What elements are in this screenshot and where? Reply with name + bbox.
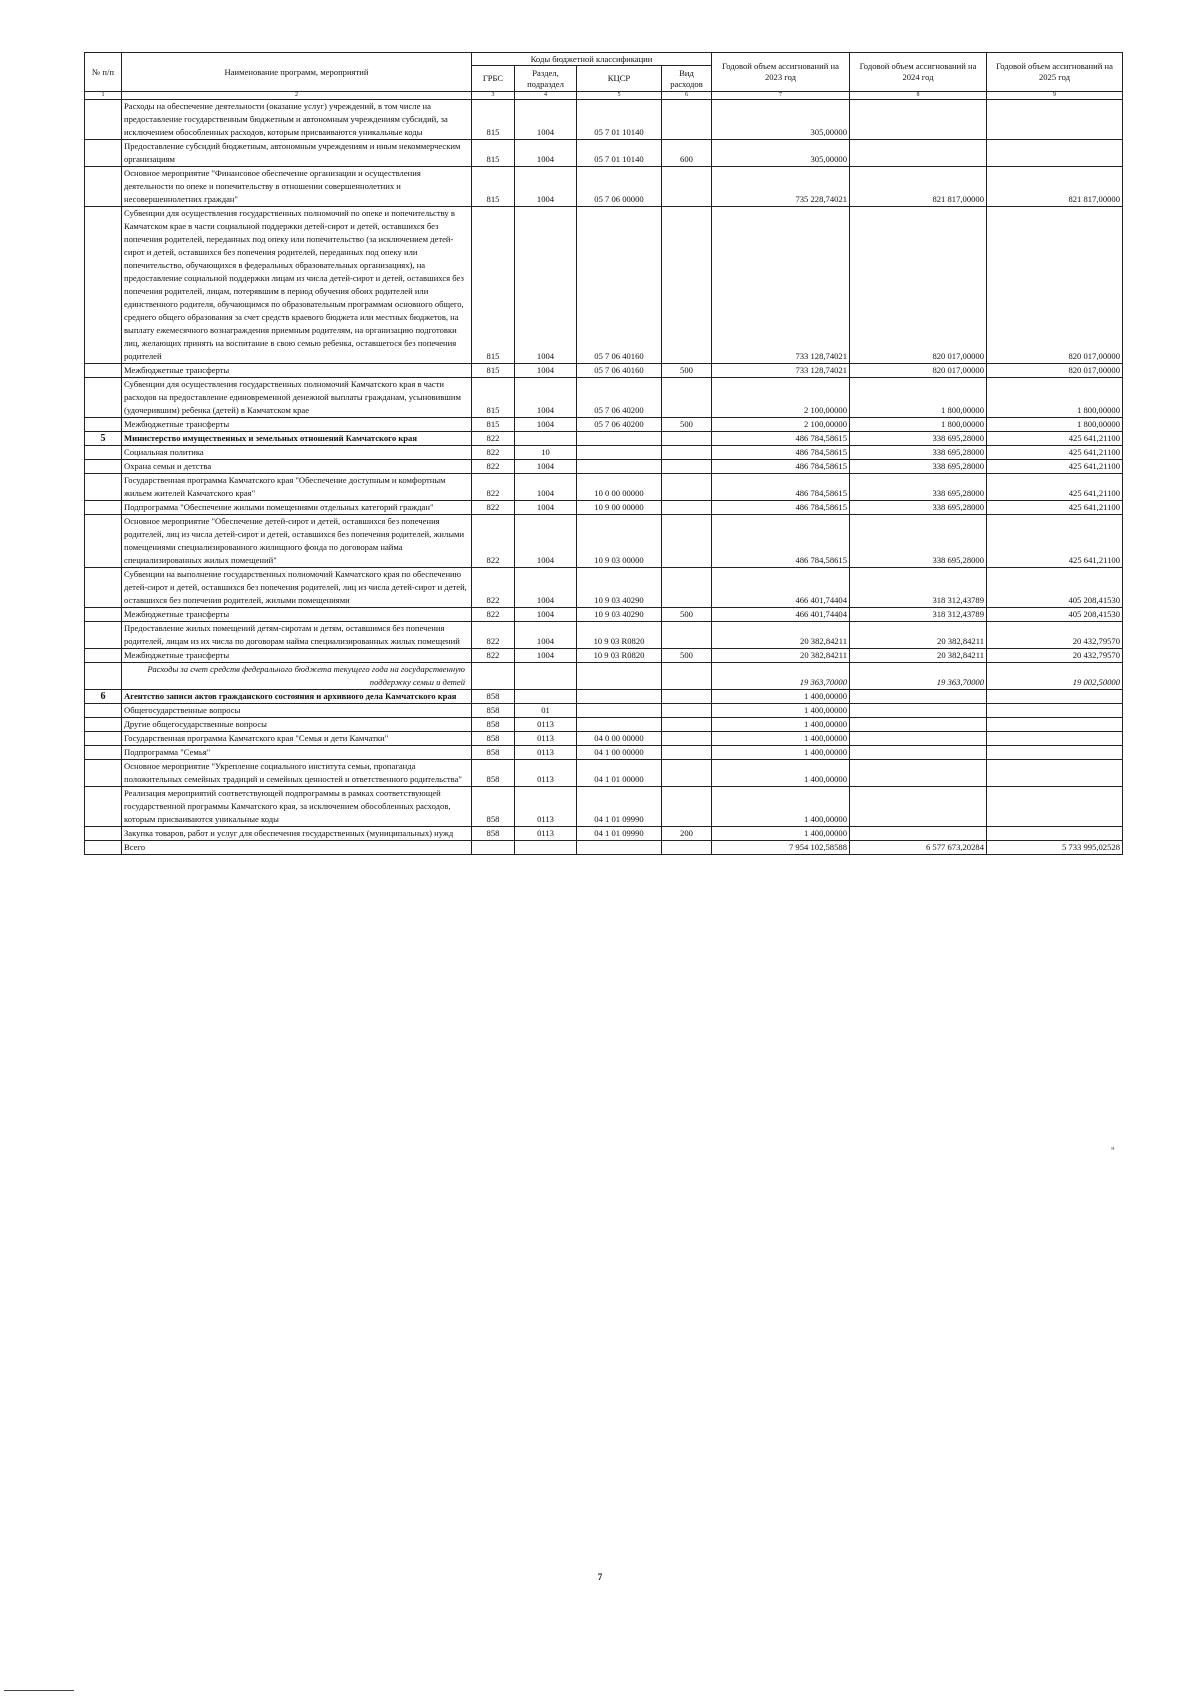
cell-v24 bbox=[850, 787, 987, 827]
cell-v24 bbox=[850, 140, 987, 167]
cell-v23: 305,00000 bbox=[712, 100, 850, 140]
cell-vid: 500 bbox=[662, 649, 712, 663]
col-number: 4 bbox=[515, 92, 577, 100]
cell-kcsr bbox=[577, 690, 662, 704]
header-col-v25: Годовой объем ассигнований на 2025 год bbox=[987, 53, 1123, 92]
cell-grbs: 822 bbox=[472, 649, 515, 663]
cell-grbs: 858 bbox=[472, 760, 515, 787]
cell-no bbox=[85, 746, 122, 760]
cell-grbs: 815 bbox=[472, 378, 515, 418]
cell-v25: 20 432,79570 bbox=[987, 622, 1123, 649]
header-col-v24: Годовой объем ассигнований на 2024 год bbox=[850, 53, 987, 92]
cell-name: Подпрограмма "Обеспечение жилыми помещениями отдельных категорий граждан" bbox=[122, 501, 472, 515]
cell-v23: 19 363,70000 bbox=[712, 663, 850, 690]
table-row bbox=[85, 827, 1123, 841]
cell-name: Расходы на обеспечение деятельности (оказание услуг) учреждений, в том числе на предоставление государственным бюджетным и автономным учреждениям субсидий, за исключением обособленных расходов, которым присваиваются уникальные коды bbox=[122, 100, 472, 140]
cell-v25: 425 641,21100 bbox=[987, 515, 1123, 568]
cell-v25 bbox=[987, 746, 1123, 760]
cell-v24: 318 312,43789 bbox=[850, 608, 987, 622]
cell-v23: 305,00000 bbox=[712, 140, 850, 167]
cell-v24: 338 695,28000 bbox=[850, 460, 987, 474]
cell-vid bbox=[662, 746, 712, 760]
table-row bbox=[85, 432, 1123, 446]
cell-kcsr: 10 9 00 00000 bbox=[577, 501, 662, 515]
cell-v23: 733 128,74021 bbox=[712, 364, 850, 378]
cell-kcsr bbox=[577, 663, 662, 690]
cell-razd: 1004 bbox=[515, 608, 577, 622]
cell-grbs: 815 bbox=[472, 167, 515, 207]
cell-v23: 7 954 102,58588 bbox=[712, 841, 850, 855]
cell-name: Предоставление жилых помещений детям-сиротам и детям, оставшимся без попечения родителей, лицам из их числа по договорам найма специализированных жилых помещений bbox=[122, 622, 472, 649]
cell-vid bbox=[662, 100, 712, 140]
cell-name: Государственная программа Камчатского края "Обеспечение доступным и комфортным жильем жителей Камчатского края" bbox=[122, 474, 472, 501]
cell-no bbox=[85, 446, 122, 460]
cell-name: Закупка товаров, работ и услуг для обеспечения государственных (муниципальных) нужд bbox=[122, 827, 472, 841]
cell-v25 bbox=[987, 704, 1123, 718]
header-col-vid: Вид расходов bbox=[662, 66, 712, 92]
cell-no bbox=[85, 841, 122, 855]
cell-v23: 1 400,00000 bbox=[712, 827, 850, 841]
cell-grbs: 858 bbox=[472, 746, 515, 760]
col-number: 9 bbox=[987, 92, 1123, 100]
cell-vid: 500 bbox=[662, 418, 712, 432]
col-number: 5 bbox=[577, 92, 662, 100]
cell-grbs: 822 bbox=[472, 568, 515, 608]
col-number: 6 bbox=[662, 92, 712, 100]
end-quote-mark: " bbox=[1111, 1146, 1115, 1156]
cell-vid bbox=[662, 704, 712, 718]
cell-name: Межбюджетные трансферты bbox=[122, 608, 472, 622]
cell-v25 bbox=[987, 718, 1123, 732]
table-header bbox=[85, 53, 1123, 100]
cell-razd: 1004 bbox=[515, 515, 577, 568]
cell-v23: 733 128,74021 bbox=[712, 207, 850, 364]
cell-v25: 425 641,21100 bbox=[987, 432, 1123, 446]
cell-grbs: 822 bbox=[472, 474, 515, 501]
cell-name: Основное мероприятие "Обеспечение детей-сирот и детей, оставшихся без попечения родителей, лиц из числа детей-сирот и детей, оставшихся без попечения родителей, жилыми помещениями специализированного жилищного фонда по договорам найма специализированных жилых помещений" bbox=[122, 515, 472, 568]
cell-v23: 1 400,00000 bbox=[712, 690, 850, 704]
cell-kcsr: 04 1 00 00000 bbox=[577, 746, 662, 760]
cell-v24: 6 577 673,20284 bbox=[850, 841, 987, 855]
table-row bbox=[85, 704, 1123, 718]
cell-name: Предоставление субсидий бюджетным, автономным учреждениям и иным некоммерческим организациям bbox=[122, 140, 472, 167]
cell-kcsr: 05 7 06 40160 bbox=[577, 364, 662, 378]
cell-grbs: 822 bbox=[472, 432, 515, 446]
cell-v24: 20 382,84211 bbox=[850, 622, 987, 649]
table-row bbox=[85, 378, 1123, 418]
cell-grbs: 858 bbox=[472, 690, 515, 704]
cell-grbs: 815 bbox=[472, 140, 515, 167]
cell-v25 bbox=[987, 100, 1123, 140]
table-row bbox=[85, 140, 1123, 167]
table-row bbox=[85, 100, 1123, 140]
budget-table-sheet bbox=[84, 52, 1122, 855]
header-group-codes: Коды бюджетной классификации bbox=[472, 53, 712, 66]
cell-vid bbox=[662, 663, 712, 690]
cell-vid bbox=[662, 760, 712, 787]
cell-kcsr: 10 9 03 40290 bbox=[577, 608, 662, 622]
cell-v23: 486 784,58615 bbox=[712, 460, 850, 474]
cell-v23: 1 400,00000 bbox=[712, 732, 850, 746]
cell-razd: 1004 bbox=[515, 167, 577, 207]
cell-name: Расходы за счет средств федерального бюджета текущего года на государственную поддержку семьи и детей bbox=[122, 663, 472, 690]
cell-grbs: 858 bbox=[472, 704, 515, 718]
cell-vid bbox=[662, 718, 712, 732]
cell-no bbox=[85, 608, 122, 622]
cell-kcsr: 04 1 01 09990 bbox=[577, 787, 662, 827]
cell-vid: 500 bbox=[662, 608, 712, 622]
cell-v25: 425 641,21100 bbox=[987, 446, 1123, 460]
cell-vid bbox=[662, 501, 712, 515]
cell-v23: 486 784,58615 bbox=[712, 432, 850, 446]
cell-name: Межбюджетные трансферты bbox=[122, 649, 472, 663]
table-row bbox=[85, 501, 1123, 515]
header-col-no: № п/п bbox=[85, 53, 122, 92]
cell-v25: 820 017,00000 bbox=[987, 207, 1123, 364]
table-row bbox=[85, 364, 1123, 378]
cell-v25: 425 641,21100 bbox=[987, 474, 1123, 501]
table-row bbox=[85, 663, 1123, 690]
cell-v24: 338 695,28000 bbox=[850, 515, 987, 568]
cell-kcsr bbox=[577, 704, 662, 718]
cell-razd: 1004 bbox=[515, 622, 577, 649]
cell-v25: 820 017,00000 bbox=[987, 364, 1123, 378]
cell-vid bbox=[662, 690, 712, 704]
table-row bbox=[85, 622, 1123, 649]
cell-v23: 466 401,74404 bbox=[712, 568, 850, 608]
cell-kcsr bbox=[577, 432, 662, 446]
table-row bbox=[85, 418, 1123, 432]
cell-name: Реализация мероприятий соответствующей подпрограммы в рамках соответствующей государственной программы Камчатского края, за исключением обособленных расходов, которым присваиваются уникальные коды bbox=[122, 787, 472, 827]
cell-razd: 1004 bbox=[515, 568, 577, 608]
cell-v23: 1 400,00000 bbox=[712, 718, 850, 732]
cell-v23: 486 784,58615 bbox=[712, 446, 850, 460]
cell-no bbox=[85, 474, 122, 501]
cell-kcsr bbox=[577, 460, 662, 474]
cell-no bbox=[85, 622, 122, 649]
table-body bbox=[85, 100, 1123, 855]
cell-name: Охрана семьи и детства bbox=[122, 460, 472, 474]
cell-grbs: 858 bbox=[472, 732, 515, 746]
cell-grbs: 822 bbox=[472, 515, 515, 568]
cell-vid bbox=[662, 432, 712, 446]
cell-vid bbox=[662, 568, 712, 608]
cell-v24 bbox=[850, 760, 987, 787]
table-row bbox=[85, 718, 1123, 732]
cell-v23: 1 400,00000 bbox=[712, 746, 850, 760]
cell-v25: 405 208,41530 bbox=[987, 608, 1123, 622]
cell-vid: 500 bbox=[662, 364, 712, 378]
table-row bbox=[85, 787, 1123, 827]
cell-v25: 821 817,00000 bbox=[987, 167, 1123, 207]
cell-v24: 338 695,28000 bbox=[850, 501, 987, 515]
cell-vid bbox=[662, 207, 712, 364]
cell-no bbox=[85, 460, 122, 474]
cell-v23: 2 100,00000 bbox=[712, 418, 850, 432]
cell-v24: 820 017,00000 bbox=[850, 364, 987, 378]
cell-v24: 338 695,28000 bbox=[850, 432, 987, 446]
cell-v23: 20 382,84211 bbox=[712, 622, 850, 649]
cell-razd: 1004 bbox=[515, 364, 577, 378]
cell-v25: 5 733 995,02528 bbox=[987, 841, 1123, 855]
cell-razd bbox=[515, 841, 577, 855]
cell-vid bbox=[662, 732, 712, 746]
cell-kcsr: 05 7 06 40160 bbox=[577, 207, 662, 364]
cell-razd: 1004 bbox=[515, 474, 577, 501]
cell-grbs bbox=[472, 841, 515, 855]
header-col-name: Наименование программ, мероприятий bbox=[122, 53, 472, 92]
cell-v25 bbox=[987, 732, 1123, 746]
cell-grbs: 822 bbox=[472, 501, 515, 515]
cell-v24 bbox=[850, 690, 987, 704]
cell-v23: 486 784,58615 bbox=[712, 501, 850, 515]
cell-v24 bbox=[850, 732, 987, 746]
cell-v24 bbox=[850, 827, 987, 841]
cell-razd: 1004 bbox=[515, 140, 577, 167]
col-number: 3 bbox=[472, 92, 515, 100]
cell-razd bbox=[515, 663, 577, 690]
cell-no bbox=[85, 140, 122, 167]
cell-kcsr: 04 1 01 09990 bbox=[577, 827, 662, 841]
cell-no bbox=[85, 718, 122, 732]
cell-grbs: 815 bbox=[472, 100, 515, 140]
cell-razd bbox=[515, 690, 577, 704]
cell-v24 bbox=[850, 704, 987, 718]
cell-v25: 1 800,00000 bbox=[987, 418, 1123, 432]
cell-razd: 1004 bbox=[515, 460, 577, 474]
cell-kcsr: 05 7 06 40200 bbox=[577, 378, 662, 418]
cell-grbs: 822 bbox=[472, 446, 515, 460]
table-row bbox=[85, 608, 1123, 622]
cell-v25: 425 641,21100 bbox=[987, 460, 1123, 474]
cell-razd: 0113 bbox=[515, 746, 577, 760]
cell-name: Агентство записи актов гражданского состояния и архивного дела Камчатского края bbox=[122, 690, 472, 704]
cell-razd: 0113 bbox=[515, 760, 577, 787]
table-row bbox=[85, 690, 1123, 704]
table-row bbox=[85, 746, 1123, 760]
cell-no: 6 bbox=[85, 690, 122, 704]
cell-grbs: 822 bbox=[472, 608, 515, 622]
cell-kcsr: 10 0 00 00000 bbox=[577, 474, 662, 501]
cell-no bbox=[85, 515, 122, 568]
cell-kcsr: 05 7 06 00000 bbox=[577, 167, 662, 207]
cell-razd: 01 bbox=[515, 704, 577, 718]
cell-v24: 338 695,28000 bbox=[850, 474, 987, 501]
cell-grbs: 822 bbox=[472, 622, 515, 649]
header-col-v23: Годовой объем ассигнований на 2023 год bbox=[712, 53, 850, 92]
cell-v24: 338 695,28000 bbox=[850, 446, 987, 460]
cell-kcsr: 05 7 01 10140 bbox=[577, 140, 662, 167]
cell-grbs: 815 bbox=[472, 207, 515, 364]
cell-v23: 486 784,58615 bbox=[712, 515, 850, 568]
cell-v24: 19 363,70000 bbox=[850, 663, 987, 690]
cell-no bbox=[85, 649, 122, 663]
col-number: 8 bbox=[850, 92, 987, 100]
col-number: 1 bbox=[85, 92, 122, 100]
cell-kcsr: 05 7 01 10140 bbox=[577, 100, 662, 140]
cell-name: Основное мероприятие "Финансовое обеспечение организации и осуществления деятельности по опеке и попечительству в отношении совершеннолетних и несовершеннолетних граждан" bbox=[122, 167, 472, 207]
cell-v25: 20 432,79570 bbox=[987, 649, 1123, 663]
cell-v24: 821 817,00000 bbox=[850, 167, 987, 207]
cell-v23: 20 382,84211 bbox=[712, 649, 850, 663]
cell-no: 5 bbox=[85, 432, 122, 446]
cell-kcsr: 04 0 00 00000 bbox=[577, 732, 662, 746]
cell-kcsr bbox=[577, 841, 662, 855]
cell-name: Социальная политика bbox=[122, 446, 472, 460]
cell-name: Государственная программа Камчатского края "Семья и дети Камчатки" bbox=[122, 732, 472, 746]
cell-name: Субвенции на выполнение государственных полномочий Камчатского края по обеспечению детей-сирот и детей, оставшихся без попечения родителей, лиц из числа детей-сирот и детей, оставшихся без попечения родителей, жилыми помещениями bbox=[122, 568, 472, 608]
cell-vid: 600 bbox=[662, 140, 712, 167]
cell-no bbox=[85, 760, 122, 787]
cell-kcsr: 10 9 03 R0820 bbox=[577, 649, 662, 663]
cell-no bbox=[85, 364, 122, 378]
table-row bbox=[85, 732, 1123, 746]
table-row bbox=[85, 760, 1123, 787]
cell-v23: 1 400,00000 bbox=[712, 760, 850, 787]
cell-kcsr: 04 1 01 00000 bbox=[577, 760, 662, 787]
cell-v24 bbox=[850, 746, 987, 760]
cell-no bbox=[85, 167, 122, 207]
cell-v25 bbox=[987, 140, 1123, 167]
cell-v23: 1 400,00000 bbox=[712, 787, 850, 827]
cell-no bbox=[85, 378, 122, 418]
cell-razd: 1004 bbox=[515, 501, 577, 515]
cell-vid bbox=[662, 474, 712, 501]
cell-vid bbox=[662, 622, 712, 649]
cell-razd: 10 bbox=[515, 446, 577, 460]
cell-razd: 0113 bbox=[515, 827, 577, 841]
header-col-grbs: ГРБС bbox=[472, 66, 515, 92]
cell-name: Субвенции для осуществления государственных полномочий Камчатского края в части расходов на предоставление единовременной денежной выплаты гражданам, усыновившим (удочерившим) ребенка (детей) в Камчатском крае bbox=[122, 378, 472, 418]
cell-kcsr bbox=[577, 718, 662, 732]
cell-grbs: 858 bbox=[472, 787, 515, 827]
cell-kcsr: 10 9 03 R0820 bbox=[577, 622, 662, 649]
table-row bbox=[85, 460, 1123, 474]
cell-v24: 1 800,00000 bbox=[850, 378, 987, 418]
table-row bbox=[85, 474, 1123, 501]
cell-no bbox=[85, 787, 122, 827]
cell-razd: 1004 bbox=[515, 649, 577, 663]
cell-grbs bbox=[472, 663, 515, 690]
cell-no bbox=[85, 704, 122, 718]
cell-razd: 1004 bbox=[515, 418, 577, 432]
cell-name: Межбюджетные трансферты bbox=[122, 364, 472, 378]
cell-no bbox=[85, 732, 122, 746]
cell-v24: 20 382,84211 bbox=[850, 649, 987, 663]
cell-vid: 200 bbox=[662, 827, 712, 841]
header-col-kcsr: КЦСР bbox=[577, 66, 662, 92]
header-col-razd: Раздел, подраздел bbox=[515, 66, 577, 92]
cell-v24 bbox=[850, 718, 987, 732]
cell-razd: 0113 bbox=[515, 718, 577, 732]
page-number: 7 bbox=[597, 1572, 603, 1582]
cell-name: Всего bbox=[122, 841, 472, 855]
table-row bbox=[85, 649, 1123, 663]
cell-name: Подпрограмма "Семья" bbox=[122, 746, 472, 760]
table-row bbox=[85, 515, 1123, 568]
cell-kcsr: 10 9 03 40290 bbox=[577, 568, 662, 608]
cell-vid bbox=[662, 446, 712, 460]
cell-v23: 466 401,74404 bbox=[712, 608, 850, 622]
cell-v24 bbox=[850, 100, 987, 140]
cell-no bbox=[85, 663, 122, 690]
cell-name: Субвенции для осуществления государственных полномочий по опеке и попечительству в Камчатском крае в части социальной поддержки детей-сирот и детей, оставшихся без попечения родителей, переданных под опеку или попечительство (за исключением детей-сирот и детей, оставшихся без попечения родителей, переданных под опеку или попечительство, обучающихся в федеральных образовательных организациях), на предоставление социальной поддержки лицам из числа детей-сирот и детей, оставшихся без попечения родителей, лицам, потерявшим в период обучения обоих родителей или единственного родителя, обучающимся по образовательным программам основного общего, среднего общего образования за счет средств краевого бюджета или местных бюджетов, на выплату ежемесячного вознаграждения приемным родителям, на организацию подготовки лиц, желающих принять на воспитание в свою семью ребенка, оставшегося без попечения родителей bbox=[122, 207, 472, 364]
cell-razd: 1004 bbox=[515, 378, 577, 418]
cell-no bbox=[85, 207, 122, 364]
cell-vid bbox=[662, 787, 712, 827]
col-number: 2 bbox=[122, 92, 472, 100]
cell-grbs: 858 bbox=[472, 718, 515, 732]
budget-allocation-table bbox=[84, 52, 1123, 855]
cell-grbs: 815 bbox=[472, 364, 515, 378]
cell-v25: 425 641,21100 bbox=[987, 501, 1123, 515]
cell-name: Межбюджетные трансферты bbox=[122, 418, 472, 432]
cell-razd bbox=[515, 432, 577, 446]
table-row bbox=[85, 841, 1123, 855]
col-number: 7 bbox=[712, 92, 850, 100]
cell-v25 bbox=[987, 787, 1123, 827]
cell-no bbox=[85, 568, 122, 608]
cell-v23: 2 100,00000 bbox=[712, 378, 850, 418]
cell-no bbox=[85, 501, 122, 515]
cell-vid bbox=[662, 841, 712, 855]
cell-vid bbox=[662, 167, 712, 207]
table-row bbox=[85, 167, 1123, 207]
cell-v25: 1 800,00000 bbox=[987, 378, 1123, 418]
cell-vid bbox=[662, 378, 712, 418]
cell-kcsr: 05 7 06 40200 bbox=[577, 418, 662, 432]
cell-no bbox=[85, 827, 122, 841]
cell-razd: 1004 bbox=[515, 100, 577, 140]
cell-no bbox=[85, 100, 122, 140]
cell-grbs: 815 bbox=[472, 418, 515, 432]
cell-vid bbox=[662, 515, 712, 568]
cell-v25 bbox=[987, 827, 1123, 841]
cell-razd: 0113 bbox=[515, 787, 577, 827]
cell-grbs: 822 bbox=[472, 460, 515, 474]
cell-razd: 1004 bbox=[515, 207, 577, 364]
cell-kcsr bbox=[577, 446, 662, 460]
cell-v24: 318 312,43789 bbox=[850, 568, 987, 608]
cell-v23: 735 228,74021 bbox=[712, 167, 850, 207]
cell-v25: 19 002,50000 bbox=[987, 663, 1123, 690]
cell-v24: 1 800,00000 bbox=[850, 418, 987, 432]
table-row bbox=[85, 207, 1123, 364]
cell-razd: 0113 bbox=[515, 732, 577, 746]
cell-v24: 820 017,00000 bbox=[850, 207, 987, 364]
footer-line bbox=[4, 1690, 74, 1691]
cell-name: Министерство имущественных и земельных отношений Камчатского края bbox=[122, 432, 472, 446]
cell-v25 bbox=[987, 690, 1123, 704]
cell-kcsr: 10 9 03 00000 bbox=[577, 515, 662, 568]
cell-name: Основное мероприятие "Укрепление социального института семьи, пропаганда положительных семейных традиций и семейных ценностей и ответственного родительства" bbox=[122, 760, 472, 787]
cell-no bbox=[85, 418, 122, 432]
column-number-row bbox=[85, 92, 1123, 100]
cell-vid bbox=[662, 460, 712, 474]
table-row bbox=[85, 568, 1123, 608]
cell-name: Другие общегосударственные вопросы bbox=[122, 718, 472, 732]
cell-v25 bbox=[987, 760, 1123, 787]
cell-name: Общегосударственные вопросы bbox=[122, 704, 472, 718]
cell-v23: 1 400,00000 bbox=[712, 704, 850, 718]
cell-v25: 405 208,41530 bbox=[987, 568, 1123, 608]
cell-grbs: 858 bbox=[472, 827, 515, 841]
table-row bbox=[85, 446, 1123, 460]
cell-v23: 486 784,58615 bbox=[712, 474, 850, 501]
